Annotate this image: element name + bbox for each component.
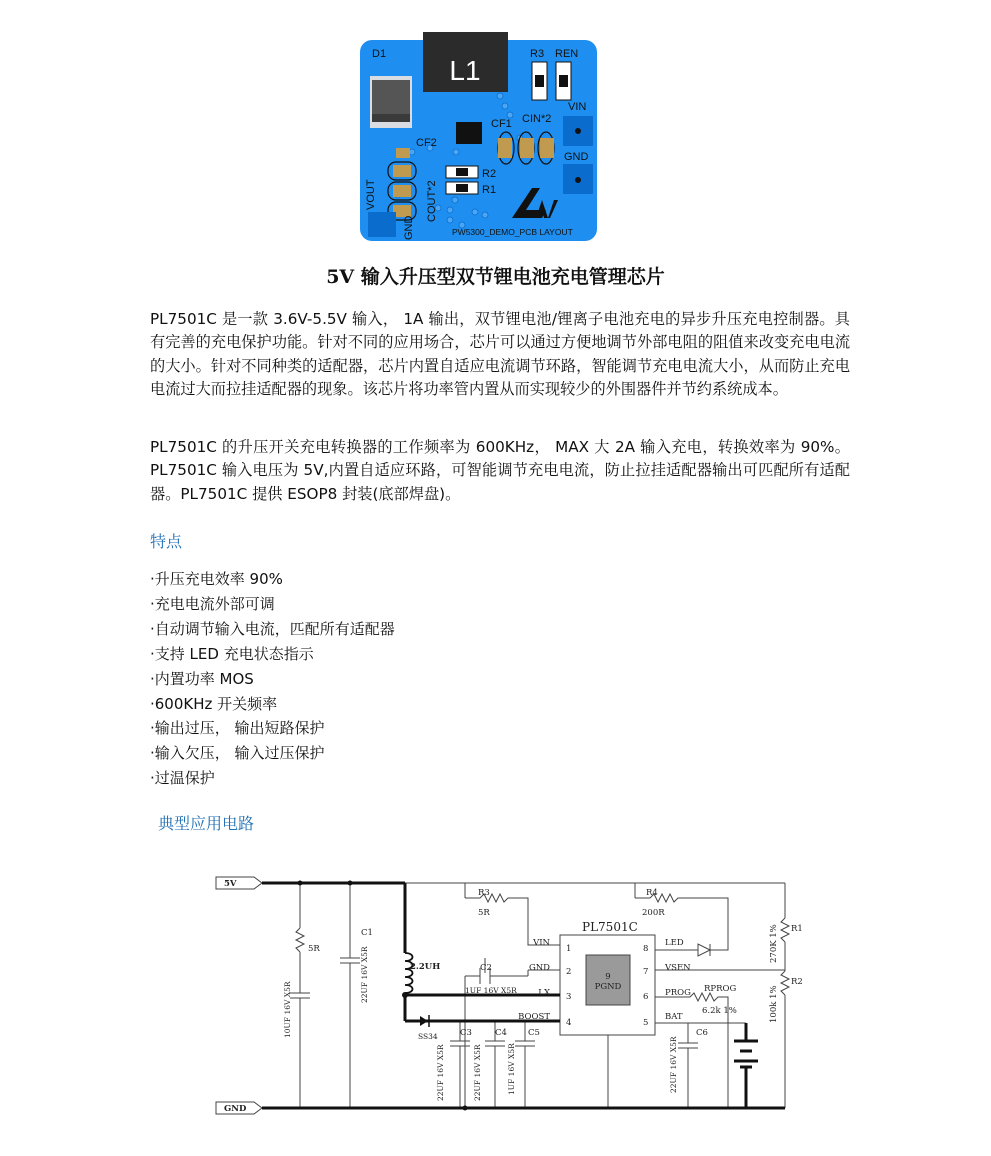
pcb-label-vin: VIN xyxy=(568,101,587,113)
features-list xyxy=(150,567,395,791)
pcb-label-ren: REN xyxy=(555,48,579,60)
page-title: 5V 输入升压型双节锂电池充电管理芯片 xyxy=(326,266,665,288)
c5-value: 1UF 16V X5R xyxy=(507,1043,516,1095)
pin-prog: PROG xyxy=(665,988,691,998)
description-paragraph-2: PL7501C 的升压开关充电转换器的工作频率为 600KHz， MAX 大 2A 输入充电，转换效率为 90%。 PL7501C 输入电压为 5V,内置自适应环路，可智能调节充电电流，防止拉挂适配器输出可匹配所有适配器。PL7501C 提供 ESOP8 封装(底部焊盘)。 xyxy=(150,438,850,503)
pin-vin: VIN xyxy=(533,938,550,948)
pin-lx: LX xyxy=(538,988,550,998)
pcb-label-vout: VOUT xyxy=(365,179,377,210)
c3-value: 22UF 16V X5R xyxy=(436,1044,445,1101)
pcb-label-gnd-left: GND xyxy=(403,215,415,240)
pin-num-1: 1 xyxy=(566,944,572,954)
pcb-label-cin: CIN*2 xyxy=(522,113,552,125)
circuit-heading: 典型应用电路 xyxy=(158,814,255,833)
c4-label: C4 xyxy=(495,1028,507,1038)
pcb-label-d1: D1 xyxy=(372,48,387,60)
c2-value: 1UF 16V X5R xyxy=(465,986,517,995)
schematic-svg xyxy=(210,873,803,1123)
pin-led: LED xyxy=(665,938,684,948)
c1-value: 22UF 16V X5R xyxy=(360,946,369,1003)
r3-label: R3 xyxy=(478,888,490,898)
c2-label: C2 xyxy=(480,963,492,973)
pin-gnd: GND xyxy=(528,963,550,973)
pin-vsen: VSEN xyxy=(665,963,691,973)
c5-label: C5 xyxy=(528,1028,540,1038)
circuit-schematic xyxy=(210,873,803,1123)
pcb-ic xyxy=(456,122,482,144)
pcb-footer-label: PW5300_DEMO_PCB LAYOUT xyxy=(452,227,573,237)
pcb-label-cf2: CF2 xyxy=(416,137,437,149)
pcb-label-l1: L1 xyxy=(449,55,481,86)
r1-value: 270K 1% xyxy=(769,924,779,963)
description-paragraph-1: PL7501C 是一款 3.6V-5.5V 输入， 1A 输出，双节锂电池/锂离子电池充电的异步升压充电控制器。具有完善的充电保护功能。针对不同的应用场合，芯片可以通过方便地调节外部电阻的阻值来改变充电电流的大小。针对不同种类的适配器，芯片内置自适应电流调节环路，智能调节充电电流大小，从而防止充电电流过大而拉挂适配器的现象。该芯片将功率管内置从而实现较少的外围器件并节约系统成本。 xyxy=(150,310,850,399)
pcb-label-cout: COUT*2 xyxy=(426,180,438,222)
feature-item: ·升压充电效率 90% xyxy=(150,570,283,588)
feature-item: ·内置功率 MOS xyxy=(150,669,254,688)
feature-item: ·过温保护 xyxy=(150,769,215,788)
r4-value: 200R xyxy=(642,908,665,918)
pin-num-4: 4 xyxy=(566,1018,572,1028)
rprog-label: RPROG xyxy=(704,984,737,994)
c1-label: C1 xyxy=(361,928,373,938)
c3-label: C3 xyxy=(460,1028,472,1038)
feature-item: ·自动调节输入电流，匹配所有适配器 xyxy=(150,619,395,638)
net-gnd-label: GND xyxy=(224,1104,247,1114)
pcb-layout-image xyxy=(360,40,597,241)
c6-value: 22UF 16V X5R xyxy=(669,1036,678,1093)
pin-num-6: 6 xyxy=(643,992,649,1002)
r3-value: 5R xyxy=(478,908,490,918)
pin-boost: BOOST xyxy=(518,1012,550,1022)
pin-num-2: 2 xyxy=(566,967,572,977)
pin-bat: BAT xyxy=(665,1012,683,1022)
r-left-value: 5R xyxy=(308,944,320,954)
features-heading: 特点 xyxy=(150,532,183,551)
pad-num: 9 xyxy=(605,972,611,982)
pcb-label-r1: R1 xyxy=(482,184,497,196)
c4-value: 22UF 16V X5R xyxy=(473,1044,482,1101)
pin-num-3: 3 xyxy=(566,992,572,1002)
diode-label: SS34 xyxy=(418,1032,438,1041)
feature-item: ·输出过压， 输出短路保护 xyxy=(150,719,325,738)
pad-label: PGND xyxy=(594,982,622,992)
pcb-svg xyxy=(360,40,597,241)
net-5v-label: 5V xyxy=(224,879,237,889)
pin-num-5: 5 xyxy=(643,1018,649,1028)
c6-label: C6 xyxy=(696,1028,708,1038)
feature-item: ·输入欠压， 输入过压保护 xyxy=(150,744,325,763)
r4-label: R4 xyxy=(646,888,658,898)
r2-label: R2 xyxy=(791,977,803,987)
feature-item: ·600KHz 开关频率 xyxy=(150,694,278,713)
l1-value: 2.2UH xyxy=(410,962,441,972)
pin-num-8: 8 xyxy=(643,944,649,954)
r2-value: 100k 1% xyxy=(769,985,779,1023)
feature-item: ·支持 LED 充电状态指示 xyxy=(150,644,314,663)
pcb-label-r3: R3 xyxy=(530,48,545,60)
c-left-value: 10UF 16V X5R xyxy=(283,981,292,1038)
pcb-label-r2: R2 xyxy=(482,168,497,180)
pcb-label-cf1: CF1 xyxy=(491,118,512,130)
feature-item: ·充电电流外部可调 xyxy=(150,594,275,613)
pcb-label-gnd-right: GND xyxy=(564,151,589,163)
rprog-value: 6.2k 1% xyxy=(702,1006,737,1016)
chip-name: PL7501C xyxy=(582,920,638,934)
pin-num-7: 7 xyxy=(643,967,649,977)
r1-label: R1 xyxy=(791,924,803,934)
